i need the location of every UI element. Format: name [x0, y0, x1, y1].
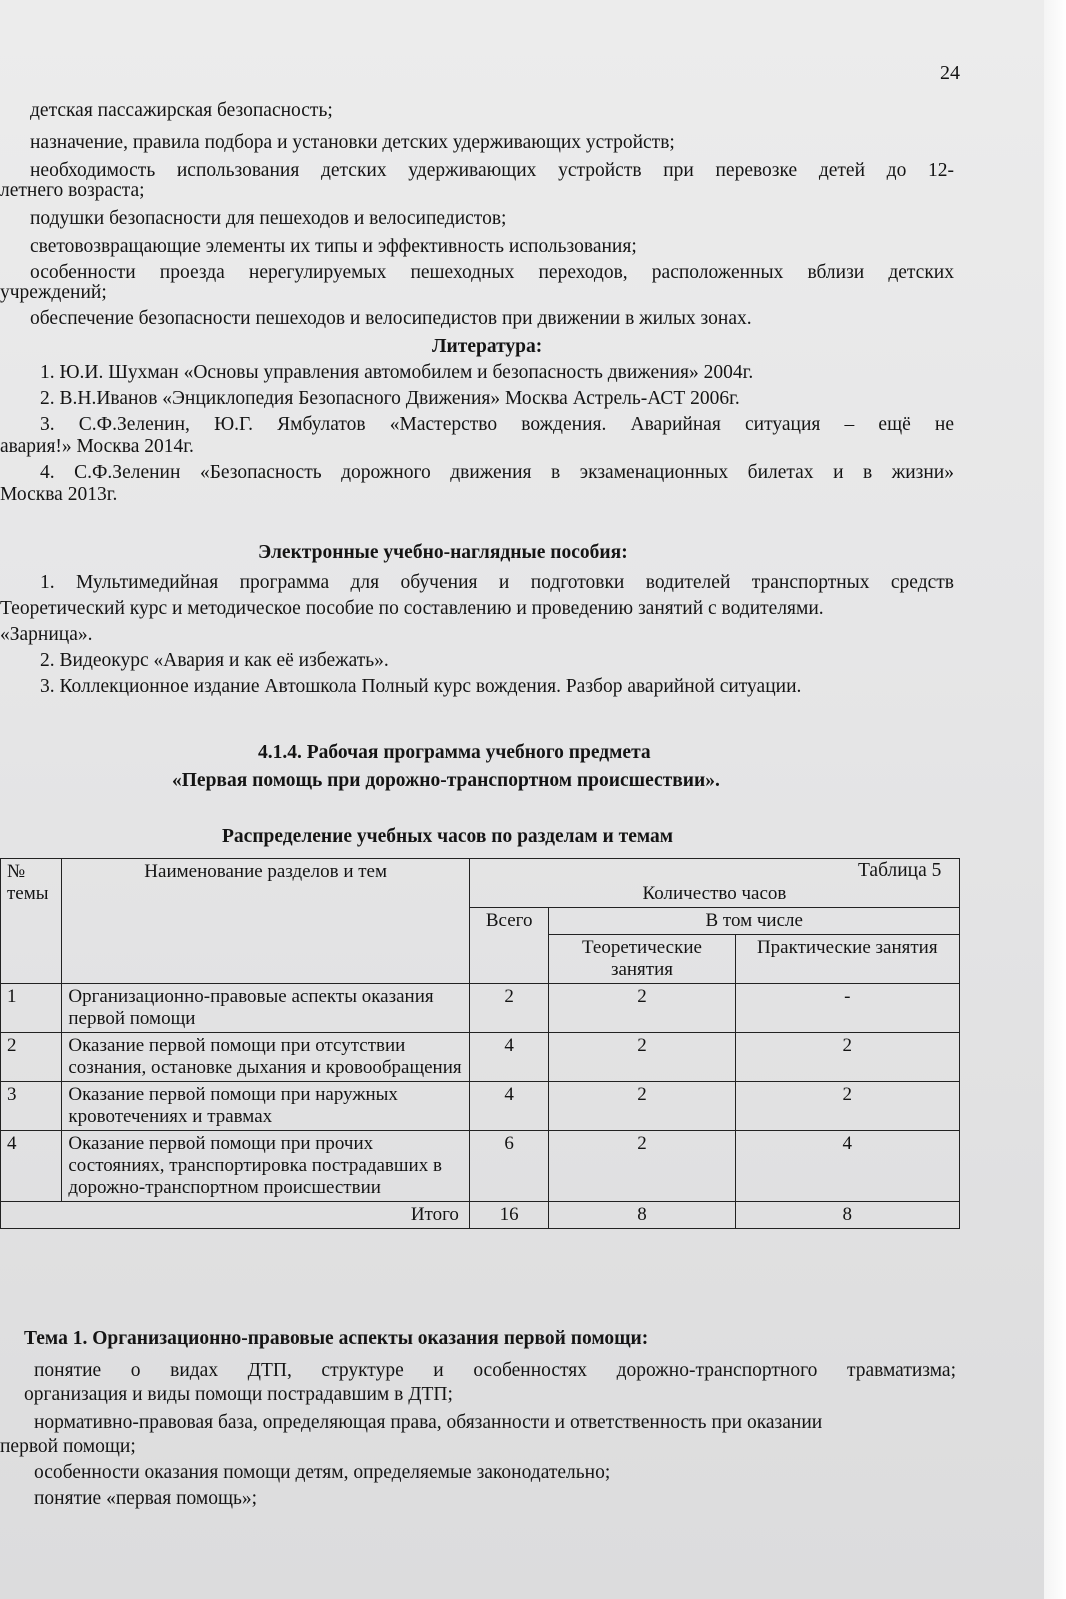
program-title: 4.1.4. Рабочая программа учебного предмета	[258, 742, 651, 763]
footer-total: 16	[469, 1202, 548, 1229]
cell-theory: 2	[549, 1033, 735, 1082]
program-subtitle: «Первая помощь при дорожно-транспортном происшествии».	[172, 770, 720, 791]
cell-num: 1	[1, 984, 62, 1033]
cell-practice: -	[735, 984, 959, 1033]
cell-practice: 2	[735, 1033, 959, 1082]
intro-line: детская пассажирская безопасность;	[30, 100, 333, 121]
distribution-title: Распределение учебных часов по разделам и темам	[222, 826, 674, 847]
intro-line: обеспечение безопасности пешеходов и велосипедистов при движении в жилых зонах.	[30, 308, 752, 329]
electronic-item: 3. Коллекционное издание Автошкола Полный курс вождения. Разбор аварийной ситуации.	[40, 676, 802, 697]
col-header-theory: Теоретические занятия	[549, 935, 735, 984]
cell-total: 4	[469, 1033, 548, 1082]
literature-item: 3. С.Ф.Зеленин, Ю.Г. Ямбулатов «Мастерство вождения. Аварийная ситуация – ещё не	[40, 414, 954, 435]
theme1-heading: Тема 1. Организационно-правовые аспекты оказания первой помощи:	[24, 1328, 649, 1349]
theme1-line: первой помощи;	[0, 1436, 136, 1457]
page-number: 24	[940, 62, 960, 84]
theme1-line: организация и виды помощи пострадавшим в ДТП;	[24, 1384, 453, 1405]
cell-name: Оказание первой помощи при отсутствии сознания, остановке дыхания и кровообращения	[62, 1033, 470, 1082]
col-header-name: Наименование разделов и тем	[62, 859, 470, 984]
theme1-line: особенности оказания помощи детям, определяемые законодательно;	[34, 1462, 611, 1483]
footer-label: Итого	[1, 1202, 470, 1229]
intro-line: назначение, правила подбора и установки детских удерживающих устройств;	[30, 132, 675, 153]
intro-line: необходимость использования детских удерживающих устройств при перевозке детей до 12-	[30, 160, 954, 181]
intro-line: световозвращающие элементы их типы и эффективность использования;	[30, 236, 637, 257]
table-row	[1, 1131, 960, 1202]
cell-name: Оказание первой помощи при прочих состояниях, транспортировка пострадавших в дорожно-транспортном происшествии	[62, 1131, 470, 1202]
table-row	[1, 1033, 960, 1082]
intro-line: подушки безопасности для пешеходов и велосипедистов;	[30, 208, 507, 229]
cell-name: Оказание первой помощи при наружных кровотечениях и травмах	[62, 1082, 470, 1131]
cell-total: 4	[469, 1082, 548, 1131]
table-caption: Таблица 5	[858, 860, 942, 881]
theme1-line: нормативно-правовая база, определяющая права, обязанности и ответственность при оказании	[34, 1412, 823, 1433]
cell-practice: 4	[735, 1131, 959, 1202]
col-header-incl: В том числе	[549, 908, 960, 935]
cell-theory: 2	[549, 1131, 735, 1202]
electronic-item: «Зарница».	[0, 624, 93, 645]
page-edge	[1044, 0, 1066, 1599]
col-header-num: № темы	[1, 859, 62, 984]
literature-heading: Литература:	[432, 336, 543, 357]
cell-total: 2	[469, 984, 548, 1033]
cell-total: 6	[469, 1131, 548, 1202]
cell-num: 3	[1, 1082, 62, 1131]
literature-item: 2. В.Н.Иванов «Энциклопедия Безопасного Движения» Москва Астрель-АСТ 2006г.	[40, 388, 740, 409]
footer-theory: 8	[549, 1202, 735, 1229]
cell-name: Организационно-правовые аспекты оказания первой помощи	[62, 984, 470, 1033]
cell-theory: 2	[549, 1082, 735, 1131]
cell-num: 2	[1, 1033, 62, 1082]
electronic-item: Теоретический курс и методическое пособие по составлению и проведению занятий с водителями.	[0, 598, 824, 619]
literature-item: Москва 2013г.	[0, 484, 118, 505]
footer-practice: 8	[735, 1202, 959, 1229]
cell-theory: 2	[549, 984, 735, 1033]
electronic-heading: Электронные учебно-наглядные пособия:	[258, 542, 628, 563]
col-header-total: Всего	[469, 908, 548, 984]
table-footer-row	[1, 1202, 960, 1229]
table-row	[1, 984, 960, 1033]
literature-item: авария!» Москва 2014г.	[0, 436, 194, 457]
literature-item: 4. С.Ф.Зеленин «Безопасность дорожного движения в экзаменационных билетах и в жизни»	[40, 462, 954, 483]
intro-line: учреждений;	[0, 282, 107, 303]
theme1-line: понятие о видах ДТП, структуре и особенностях дорожно-транспортного травматизма;	[34, 1360, 956, 1381]
col-header-hours: Количество часов	[469, 859, 959, 908]
electronic-item: 1. Мультимедийная программа для обучения и подготовки водителей транспортных средств	[40, 572, 954, 593]
intro-line: летнего возраста;	[0, 180, 145, 201]
literature-item: 1. Ю.И. Шухман «Основы управления автомобилем и безопасность движения» 2004г.	[40, 362, 754, 383]
intro-line: особенности проезда нерегулируемых пешеходных переходов, расположенных вблизи детских	[30, 262, 954, 283]
theme1-line: понятие «первая помощь»;	[34, 1488, 258, 1509]
col-header-practice: Практические занятия	[735, 935, 959, 984]
electronic-item: 2. Видеокурс «Авария и как её избежать».	[40, 650, 389, 671]
cell-num: 4	[1, 1131, 62, 1202]
hours-table	[0, 858, 960, 1229]
table-row	[1, 1082, 960, 1131]
cell-practice: 2	[735, 1082, 959, 1131]
